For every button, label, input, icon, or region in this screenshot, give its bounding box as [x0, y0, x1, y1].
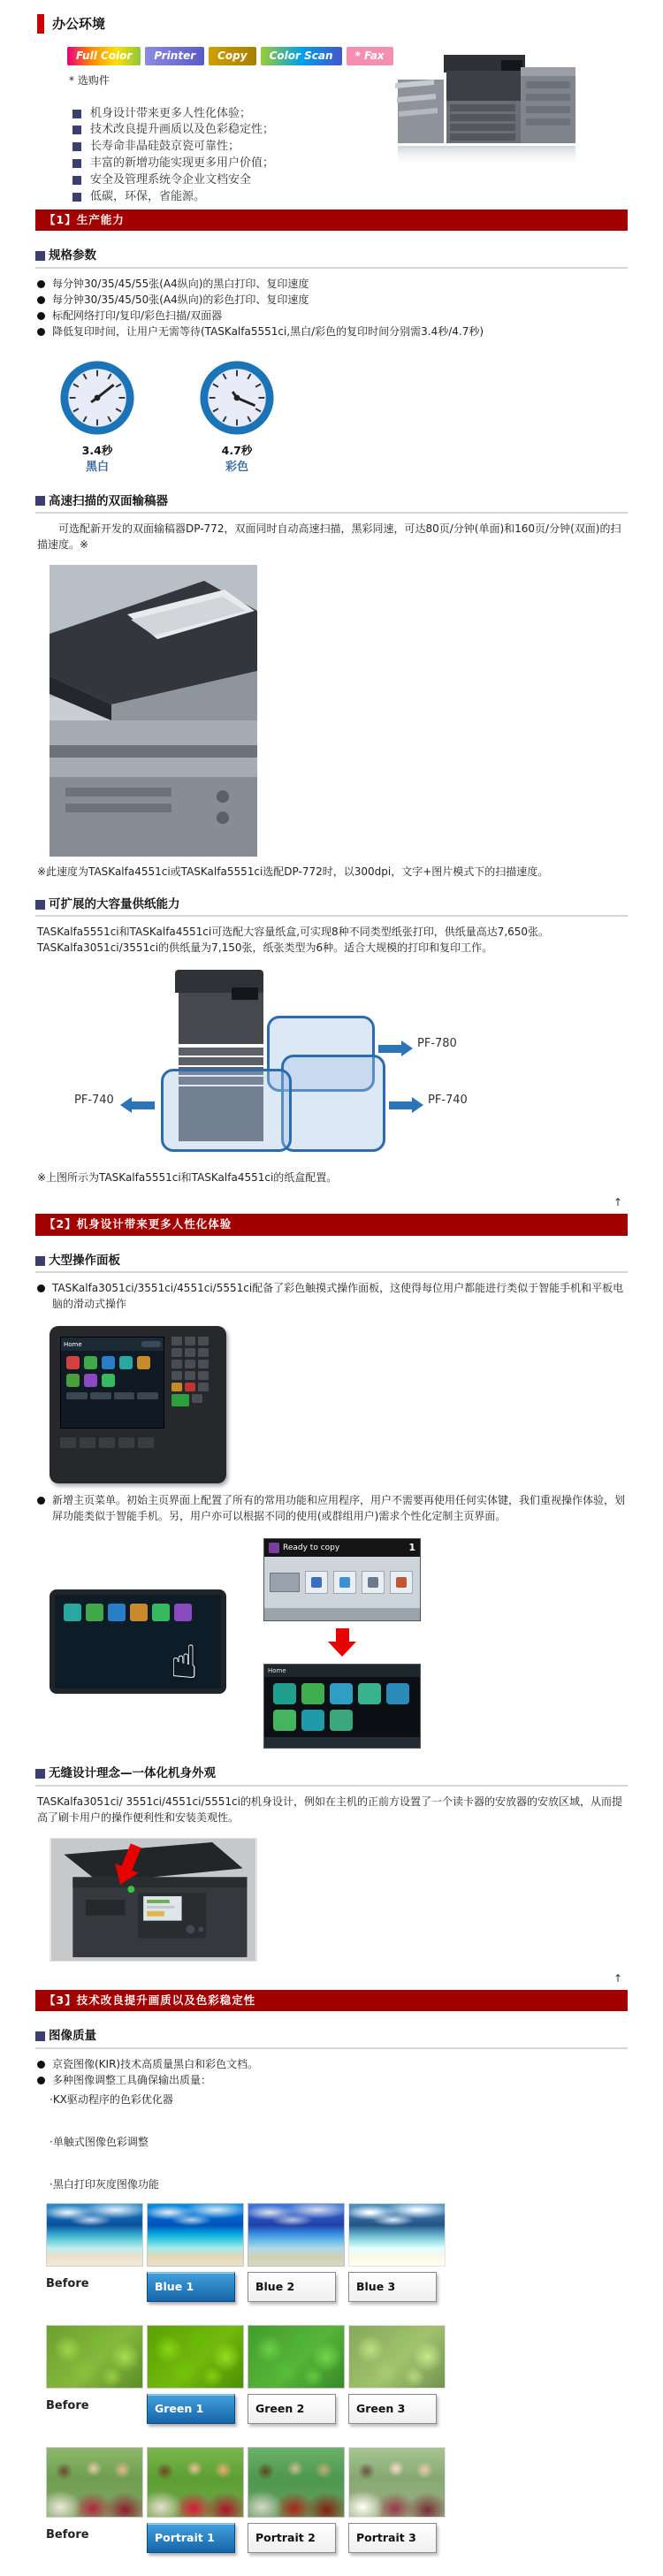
- square-heading-icon: [35, 1769, 45, 1779]
- badge-color-scan: Color Scan: [261, 47, 342, 65]
- screen-function-tile: [390, 1571, 413, 1594]
- spec-bullet: [37, 292, 628, 308]
- screen-logo-icon: [269, 1543, 279, 1553]
- app-icon: [66, 1374, 80, 1387]
- pf-label-right-bottom: PF-740: [428, 1094, 468, 1108]
- diagram-printer-body: [179, 993, 263, 1044]
- hard-key: [99, 1437, 115, 1448]
- blue3-button[interactable]: Blue 3: [348, 2272, 437, 2302]
- paper-body: TASKalfa5551ci和TASKalfa4551ci可选配大容量纸盒,可实现8种不同类型纸张打印，供纸量高达7,650张。TASKalfa3051ci/3551ci的供纸量为7,150张，纸张类型为6种。适合大规模的打印和复印工作。: [37, 926, 550, 955]
- app-icon: [358, 1683, 381, 1704]
- clock-bw: [55, 359, 140, 476]
- scanner-heading-text: 高速扫描的双面输稿器: [49, 493, 168, 508]
- sample-image-sea-blue3: [348, 2203, 446, 2267]
- app-icon: [273, 1683, 296, 1704]
- hard-key: [60, 1437, 76, 1448]
- keypad-key-start: [171, 1394, 189, 1406]
- dot-bullet-icon: [37, 2077, 45, 2084]
- dot-bullet-icon: [37, 328, 45, 336]
- hard-key: [80, 1437, 95, 1448]
- spec-bullet: [37, 276, 628, 292]
- badge-full-color: Full Color: [67, 47, 141, 65]
- touch-gesture-photo: [50, 1589, 226, 1694]
- home-menu-flow: [50, 1538, 663, 1749]
- quality-bullet: [37, 2056, 628, 2072]
- keypad-key: [198, 1337, 209, 1345]
- panel-screen-topbar: [61, 1338, 164, 1351]
- app-icon: [84, 1356, 97, 1369]
- panel-bullet-text: 新增主页菜单。初始主页界面上配置了所有的常用功能和应用程序，用户不需要再使用任何实体键，我们重视操作体验，划屏功能类似于智能手机。另，用户亦可以根据不同的使用(或群组用户)需求个性化定制主页界面。: [52, 1494, 626, 1523]
- keypad-key: [171, 1337, 182, 1345]
- feature-text: 机身设计带来更多人性化体验；: [90, 106, 252, 120]
- app-icon: [301, 1710, 324, 1731]
- sample-image-sea-blue1: [147, 2203, 244, 2267]
- screenshot-column: [263, 1538, 421, 1749]
- panel-bullet: [37, 1492, 628, 1524]
- panel-screen: [60, 1337, 164, 1429]
- spacer: [0, 2107, 663, 2130]
- page-title: 办公环境: [52, 16, 106, 32]
- keypad-key: [171, 1371, 182, 1380]
- square-heading-icon: [35, 2031, 45, 2041]
- keypad-key: [192, 1394, 202, 1403]
- seamless-heading: [35, 1764, 628, 1786]
- sample-image-clover-green1: [147, 2325, 244, 2389]
- arrow-left-icon: [120, 1097, 155, 1113]
- sample-image-clover-green3: [348, 2325, 446, 2389]
- before-label: Before: [46, 2398, 89, 2412]
- app-icon: [330, 1710, 353, 1731]
- feature-item: [72, 172, 663, 189]
- comparison-labels-portrait: [46, 2523, 663, 2553]
- screen-button: [66, 1392, 88, 1399]
- square-heading-icon: [35, 251, 45, 261]
- sample-image-sea-before: [46, 2203, 143, 2267]
- screenshot-body: [264, 1557, 420, 1608]
- sample-image-clover-before: [46, 2325, 143, 2389]
- scanner-note: ※此速度为TASKalfa4551ci或TASKalfa5551ci选配DP-772时，以300dpi，文字+图片模式下的扫描速度。: [37, 865, 549, 879]
- copy-speed-clocks: [55, 359, 663, 476]
- quality-sub-item: ·单触式图像色彩调整: [50, 2135, 149, 2148]
- panel-screen-buttons: [61, 1392, 164, 1399]
- green3-button[interactable]: Green 3: [348, 2394, 437, 2424]
- clock-color: [194, 359, 279, 476]
- app-icon: [102, 1356, 115, 1369]
- spec-bullet-text: 标配网络打印/复印/彩色扫描/双面器: [52, 309, 223, 322]
- square-heading-icon: [35, 496, 45, 506]
- pf740-left-highlight-box: [161, 1069, 292, 1152]
- keypad-key: [185, 1360, 195, 1368]
- touch-panel-photo: [50, 1326, 226, 1483]
- feature-text: 长寿命非晶硅鼓京瓷可靠性；: [90, 140, 240, 154]
- square-bullet-icon: [72, 126, 81, 134]
- home-screen-footer: [264, 1737, 420, 1748]
- back-to-top-row: [0, 1194, 622, 1210]
- blue1-button[interactable]: Blue 1: [147, 2272, 235, 2302]
- spec-bullet-text: 每分钟30/35/45/50张(A4纵向)的彩色打印、复印速度: [52, 293, 309, 306]
- app-icon: [84, 1374, 97, 1387]
- sample-image-portrait-before: [46, 2447, 143, 2518]
- square-bullet-icon: [72, 110, 81, 118]
- hard-key: [118, 1437, 134, 1448]
- seamless-body: TASKalfa3051ci/ 3551ci/4551ci/5551ci的机身设计，例如在主机的正前方设置了一个读卡器的安放器的安放区域，从而提高了刷卡用户的操作便利性和安装美观性。: [37, 1795, 622, 1824]
- copies-count: 1: [408, 1542, 415, 1554]
- panel-bullet-text: TASKalfa3051ci/3551ci/4551ci/5551ci配备了彩色触摸式操作面板，这使得每位用户都能进行类似于智能手机和平板电脑的滑动式操作: [52, 1282, 624, 1311]
- app-icon: [102, 1374, 115, 1387]
- keypad-key: [198, 1371, 209, 1380]
- quality-sub-item: ·KX驱动程序的色彩优化器: [50, 2092, 173, 2106]
- quality-bullet: [37, 2072, 628, 2088]
- feature-item: [72, 189, 663, 206]
- optional-note: * 选购件: [69, 73, 110, 87]
- panel-heading-text: 大型操作面板: [49, 1254, 120, 1269]
- pointing-hand-icon: ☝: [170, 1636, 198, 1690]
- green2-button[interactable]: Green 2: [248, 2394, 336, 2424]
- scanner-heading: [35, 492, 628, 514]
- keypad-key: [185, 1337, 195, 1345]
- home-screen-body: [264, 1677, 420, 1737]
- panel-bullet-list: [37, 1280, 628, 1312]
- screenshot-title: Ready to copy: [283, 1543, 340, 1552]
- section3-banner: 【3】技术改良提升画质以及色彩稳定性: [35, 1990, 628, 2012]
- home-screen-header: [264, 1665, 420, 1677]
- keypad-key: [198, 1360, 209, 1368]
- sample-image-portrait1: [147, 2447, 244, 2518]
- screen-button: [137, 1392, 158, 1399]
- adf-scanner-photo: [50, 565, 257, 857]
- square-bullet-icon: [72, 159, 81, 168]
- comparison-row-blue: [46, 2203, 663, 2267]
- paper-feeder-diagram: [50, 970, 492, 1162]
- keypad-key: [171, 1360, 182, 1368]
- app-icon: [86, 1604, 103, 1621]
- badge-printer: Printer: [145, 47, 204, 65]
- seamless-heading-text: 无缝设计理念—一体化机身外观: [49, 1766, 216, 1781]
- diagram-printer-panel: [232, 987, 258, 1000]
- square-bullet-icon: [72, 142, 81, 151]
- back-to-top-link[interactable]: ↑: [613, 1196, 622, 1209]
- panel-bullet-list2: [37, 1492, 628, 1524]
- spacer: [0, 2150, 663, 2173]
- card-reader-area-photo: [50, 1838, 257, 1962]
- diagram-printer-tray: [179, 1057, 263, 1065]
- keypad-key: [171, 1348, 182, 1357]
- sample-image-portrait3: [348, 2447, 446, 2518]
- app-icon: [273, 1710, 296, 1731]
- panel-home-label: Home: [64, 1340, 82, 1348]
- back-to-top-link[interactable]: ↑: [613, 1971, 622, 1985]
- spec-bullet: [37, 324, 628, 339]
- square-heading-icon: [35, 900, 45, 910]
- quality-heading-text: 图像质量: [49, 2029, 96, 2044]
- dot-bullet-icon: [37, 280, 45, 288]
- app-icon: [64, 1604, 81, 1621]
- badge-fax: * Fax: [347, 47, 393, 65]
- comparison-labels-green: [46, 2394, 663, 2424]
- sample-image-sea-blue2: [248, 2203, 345, 2267]
- square-bullet-icon: [72, 193, 81, 202]
- clock-time: 3.4秒: [81, 443, 113, 457]
- sample-image-clover-green2: [248, 2325, 345, 2389]
- keypad-key: [185, 1371, 195, 1380]
- screenshot-footer: [264, 1608, 420, 1620]
- portrait2-button[interactable]: Portrait 2: [248, 2523, 336, 2553]
- portrait3-button[interactable]: Portrait 3: [348, 2523, 437, 2553]
- app-icon: [66, 1356, 80, 1369]
- paper-heading: [35, 896, 628, 917]
- quality-bullet-list: [37, 2056, 628, 2088]
- quality-heading: [35, 2027, 628, 2048]
- panel-heading: [35, 1252, 628, 1273]
- comparison-row-portrait: [46, 2447, 663, 2518]
- app-icon: [386, 1683, 409, 1704]
- red-accent-bar: [37, 14, 44, 34]
- badge-copy: Copy: [209, 47, 255, 65]
- section2-banner: 【2】机身设计带来更多人性化体验: [35, 1214, 628, 1236]
- app-icon: [174, 1604, 192, 1621]
- app-icon: [130, 1604, 148, 1621]
- keypad-key: [198, 1348, 209, 1357]
- clock-label: 黑白: [85, 461, 109, 475]
- feature-text: 丰富的新增功能实现更多用户价值；: [90, 156, 275, 171]
- clock-icon: [198, 359, 276, 437]
- panel-icon-grid: [61, 1351, 164, 1392]
- spec-bullet-text: 降低复印时间，让用户无需等待(TASKalfa5551ci,黑白/彩色的复印时间分别需3.4秒/4.7秒): [52, 324, 484, 338]
- arrow-right-icon: [378, 1040, 413, 1056]
- keypad-key: [198, 1383, 209, 1391]
- app-icon: [137, 1356, 150, 1369]
- dot-bullet-icon: [37, 1497, 45, 1505]
- screenshot-header: [264, 1539, 420, 1557]
- screen-button: [90, 1392, 111, 1399]
- paper-note: ※上图所示为TASKalfa5551ci和TASKalfa4551ci的纸盒配置。: [37, 1171, 338, 1185]
- paper-heading-text: 可扩展的大容量供纸能力: [49, 897, 180, 912]
- panel-bullet: [37, 1280, 628, 1312]
- dot-bullet-icon: [37, 312, 45, 320]
- feature-text: 低碳，环保，省能源。: [90, 189, 206, 203]
- spec-bullet-list: [37, 276, 628, 339]
- panel-topbar-button: [141, 1341, 161, 1347]
- screen-side-button: [270, 1573, 300, 1592]
- app-icon: [301, 1683, 324, 1704]
- pf-label-left: PF-740: [74, 1094, 114, 1108]
- ready-to-copy-screenshot: [263, 1538, 421, 1621]
- app-icon: [330, 1683, 353, 1704]
- screen-function-tile: [305, 1571, 328, 1594]
- comparison-labels-blue: [46, 2272, 663, 2302]
- spec-bullet: [37, 308, 628, 324]
- header-block: [0, 0, 663, 206]
- section1-banner: 【1】生产能力: [35, 210, 628, 232]
- green1-button[interactable]: Green 1: [147, 2394, 235, 2424]
- square-bullet-icon: [72, 176, 81, 185]
- dot-bullet-icon: [37, 296, 45, 304]
- app-icon: [119, 1356, 133, 1369]
- keypad-key: [185, 1348, 195, 1357]
- home-screen-title: Home: [268, 1667, 286, 1675]
- panel-hard-keys: [60, 1437, 164, 1448]
- before-label: Before: [46, 2527, 89, 2542]
- back-to-top-row: [0, 1970, 622, 1986]
- quality-sub-item: ·黑白打印灰度图像功能: [50, 2177, 159, 2191]
- quality-bullet-text: 多种图像调整工具确保输出质量：: [52, 2073, 212, 2086]
- spec-bullet-text: 每分钟30/35/45/55张(A4纵向)的黑白打印、复印速度: [52, 277, 309, 290]
- red-down-arrow-icon: [328, 1628, 356, 1657]
- portrait1-button[interactable]: Portrait 1: [147, 2523, 235, 2553]
- pf740-right-highlight-box: [281, 1055, 385, 1152]
- feature-text: 技术改良提升画质以及色彩稳定性；: [90, 123, 275, 137]
- keypad-key-reset: [171, 1383, 182, 1391]
- panel-keypad: [171, 1337, 216, 1469]
- arrow-right-icon: [389, 1097, 423, 1113]
- sample-image-portrait2: [248, 2447, 345, 2518]
- mfp-product-photo: [395, 28, 585, 170]
- diagram-printer-tray: [179, 1048, 263, 1056]
- comparison-row-green: [46, 2325, 663, 2389]
- before-label: Before: [46, 2276, 89, 2290]
- blue2-button[interactable]: Blue 2: [248, 2272, 336, 2302]
- app-icon: [152, 1604, 170, 1621]
- hard-key: [138, 1437, 154, 1448]
- dot-bullet-icon: [37, 1284, 45, 1292]
- keypad-key-stop: [185, 1383, 195, 1391]
- specs-heading: [35, 247, 628, 268]
- specs-heading-text: 规格参数: [49, 248, 96, 263]
- square-heading-icon: [35, 1256, 45, 1266]
- feature-text: 安全及管理系统令企业文档安全: [90, 172, 252, 187]
- clock-icon: [58, 359, 136, 437]
- screen-function-tile: [333, 1571, 356, 1594]
- quality-bullet-text: 京瓷图像(KIR)技术高质量黑白和彩色文档。: [52, 2057, 259, 2070]
- pf-label-right-top: PF-780: [417, 1037, 457, 1051]
- dot-bullet-icon: [37, 2061, 45, 2069]
- screen-function-tile: [362, 1571, 385, 1594]
- clock-label: 彩色: [225, 461, 248, 475]
- screen-button: [114, 1392, 135, 1399]
- clock-time: 4.7秒: [221, 443, 253, 457]
- app-icon: [108, 1604, 126, 1621]
- scanner-body: 可选配新开发的双面输稿器DP-772，双面同时自动高速扫描，黑彩同速，可达80页/分钟(单面)和160页/分钟(双面)的扫描速度。※: [37, 522, 621, 552]
- home-screen-screenshot: [263, 1664, 421, 1749]
